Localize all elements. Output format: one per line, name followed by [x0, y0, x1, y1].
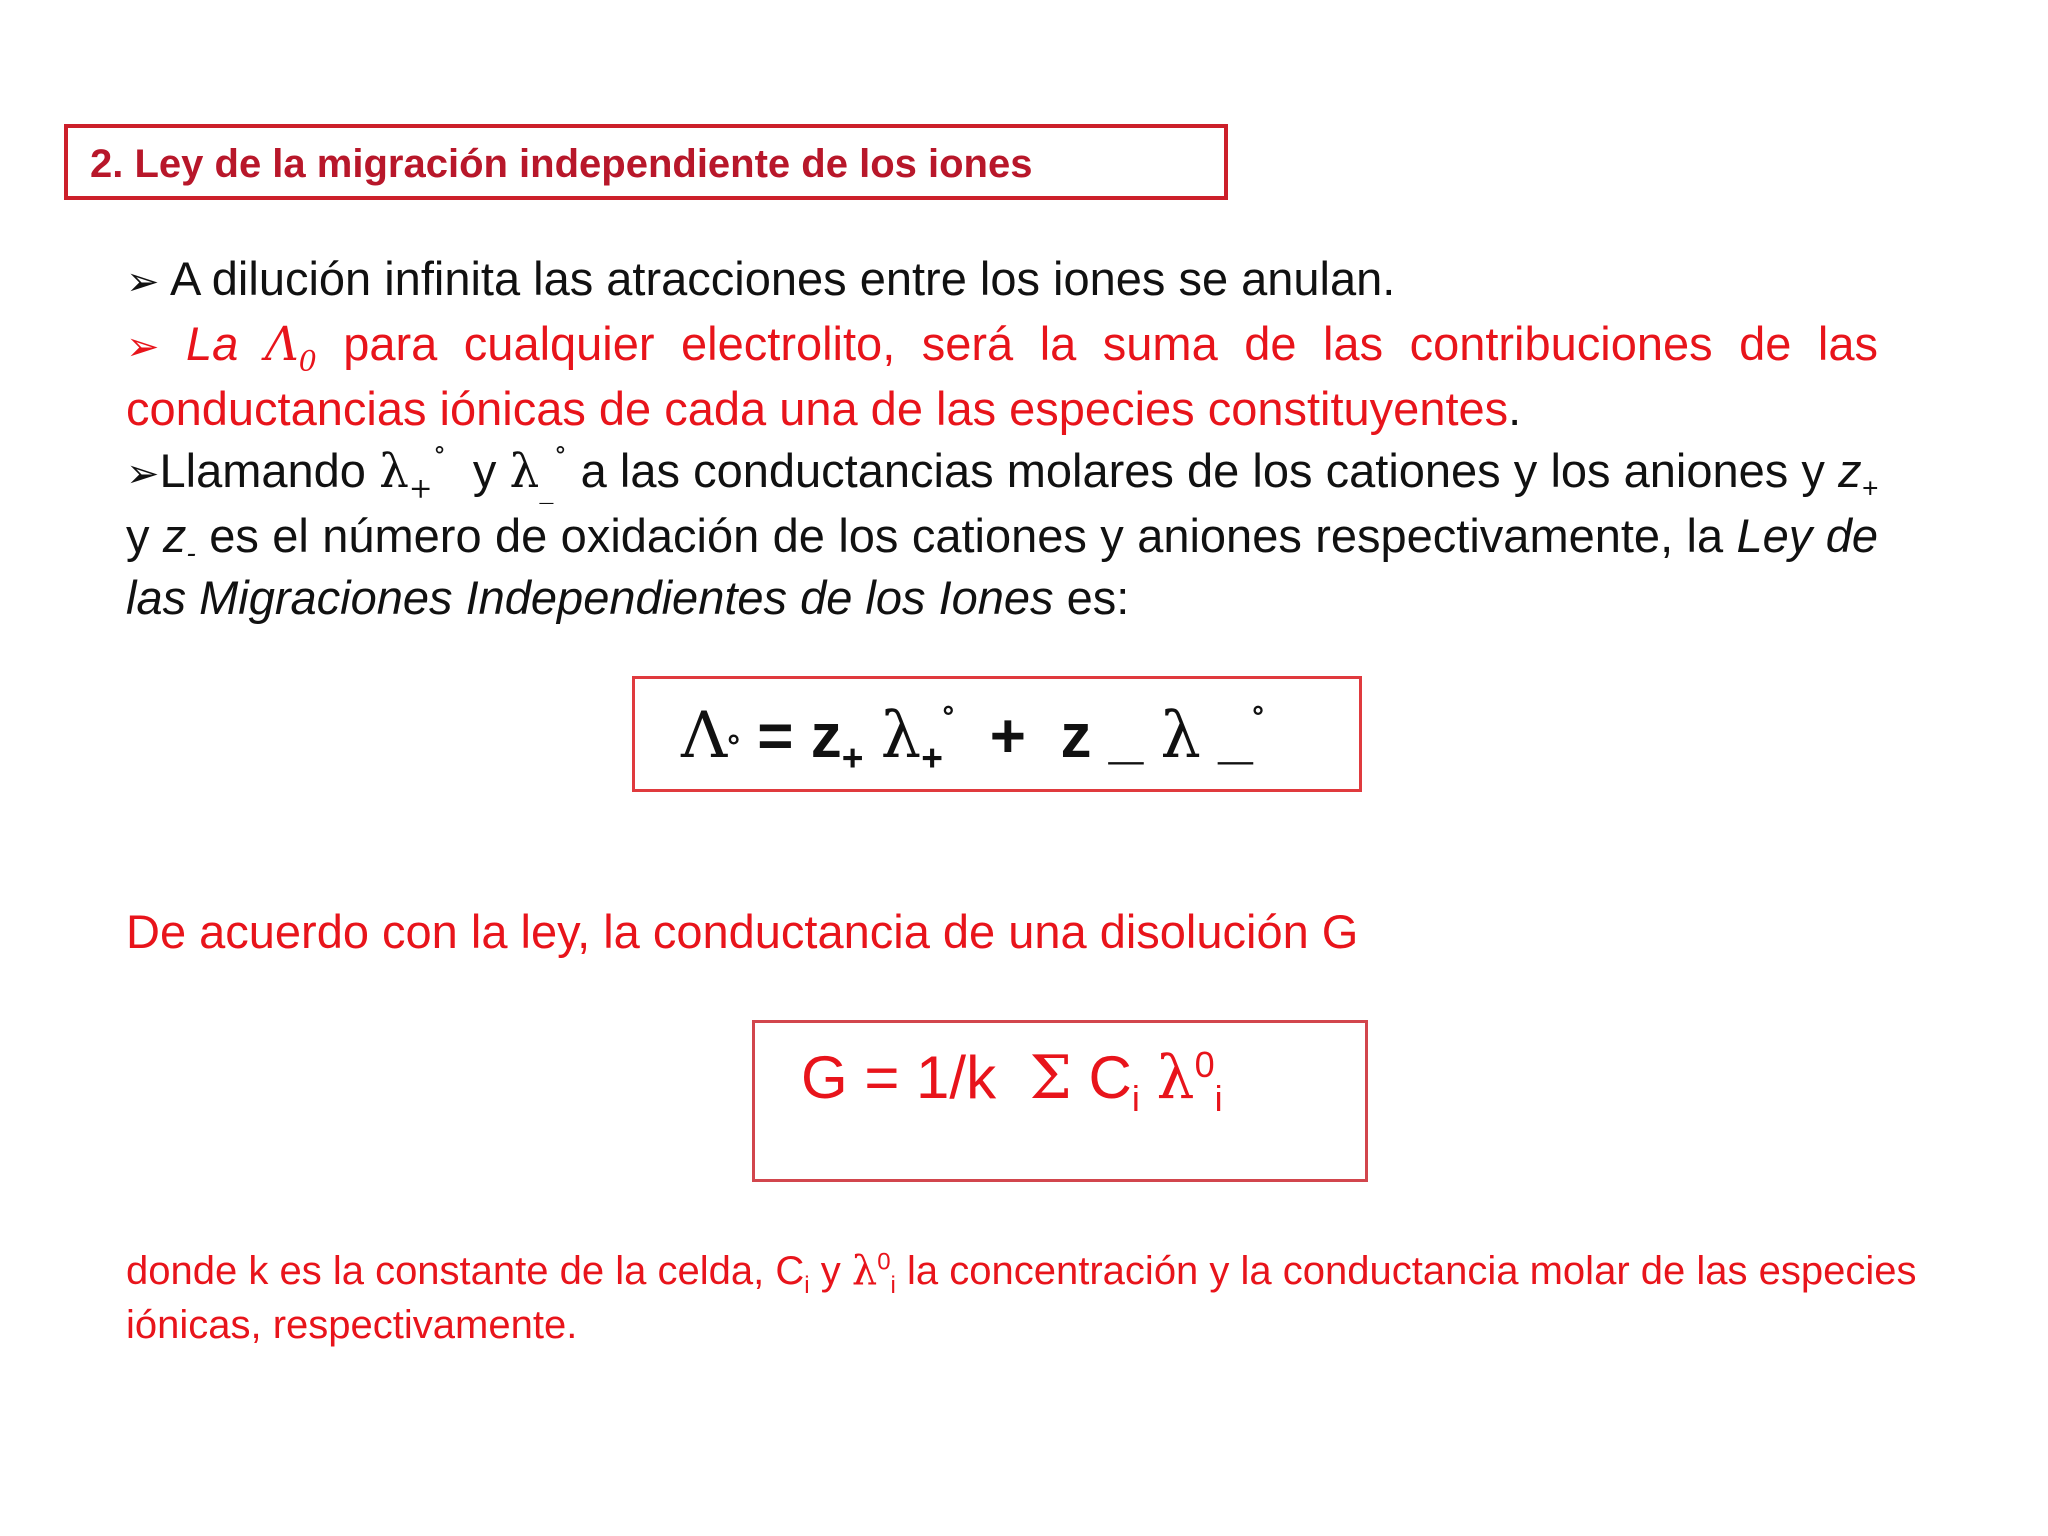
bullet-1-text: A dilución infinita las atracciones entre los iones se anulan.	[169, 252, 1396, 305]
body-text	[126, 248, 1878, 629]
formula-conductance-box	[752, 1020, 1368, 1182]
z-plus-symbol: $z_+$	[1838, 444, 1879, 504]
bullet-2-text: para cualquier electrolito, será la suma de las contribuciones de las conductancias iónicas de cada una de las especies constituyentes	[126, 317, 1879, 435]
formula-kohlrausch: $\Lambda^\circ = z_+$ $\lambda_+^˚ + z$ _ λ _˚	[681, 699, 1266, 779]
arrow-bullet-icon: ➢	[126, 325, 160, 369]
lambda-minus-symbol: $\lambda_{\_}^˚$	[509, 444, 568, 505]
bullet-2-period: .	[1508, 382, 1522, 435]
formula-kohlrausch-box	[632, 676, 1362, 792]
bullet-1	[126, 248, 1878, 313]
bullet-2-la: La	[186, 317, 239, 370]
arrow-bullet-icon: ➢	[126, 452, 160, 496]
formula-conductance: G = 1/k Σ $C_i$ $\lambda^0_i$	[801, 1043, 1223, 1119]
bullet-3: ➢Llamando $\lambda_+^˚$ y $\lambda_{\_}^˚$ a las conductancias molares de los cationes y los aniones y $z_+$ y $z_-$ es el número de oxidación de los cationes y aniones respectivamente, la Ley de las Migraciones Independientes de los Iones es:	[126, 444, 1879, 624]
section-title: 2. Ley de la migración independiente de los iones	[90, 142, 1033, 186]
z-minus-symbol: $z_-$	[162, 509, 196, 569]
law-name: Ley de las Migraciones Independientes de los Iones	[126, 509, 1878, 624]
lambda-plus-symbol: $\lambda_+^˚$	[379, 444, 447, 505]
bullet-3-mid2: es el número de oxidación de los cationes y aniones respectivamente, la	[209, 509, 1724, 562]
bullet-3-mid: a las conductancias molares de los cationes y los aniones y	[580, 444, 1825, 497]
arrow-bullet-icon: ➢	[126, 260, 160, 304]
note-text: donde k es la constante de la celda, $C_i$ y $\lambda^0_i$ la concentración y la conductancia molar de las especies iónicas, respectivamente.	[126, 1248, 1917, 1347]
section-title-box	[64, 124, 1228, 200]
bullet-3-lead: Llamando	[159, 444, 366, 497]
lambda-zero-symbol: $\Lambda_0$	[264, 317, 317, 378]
statement-text: De acuerdo con la ley, la conductancia de una disolución G	[126, 905, 1359, 958]
bullet-2	[126, 313, 1878, 440]
